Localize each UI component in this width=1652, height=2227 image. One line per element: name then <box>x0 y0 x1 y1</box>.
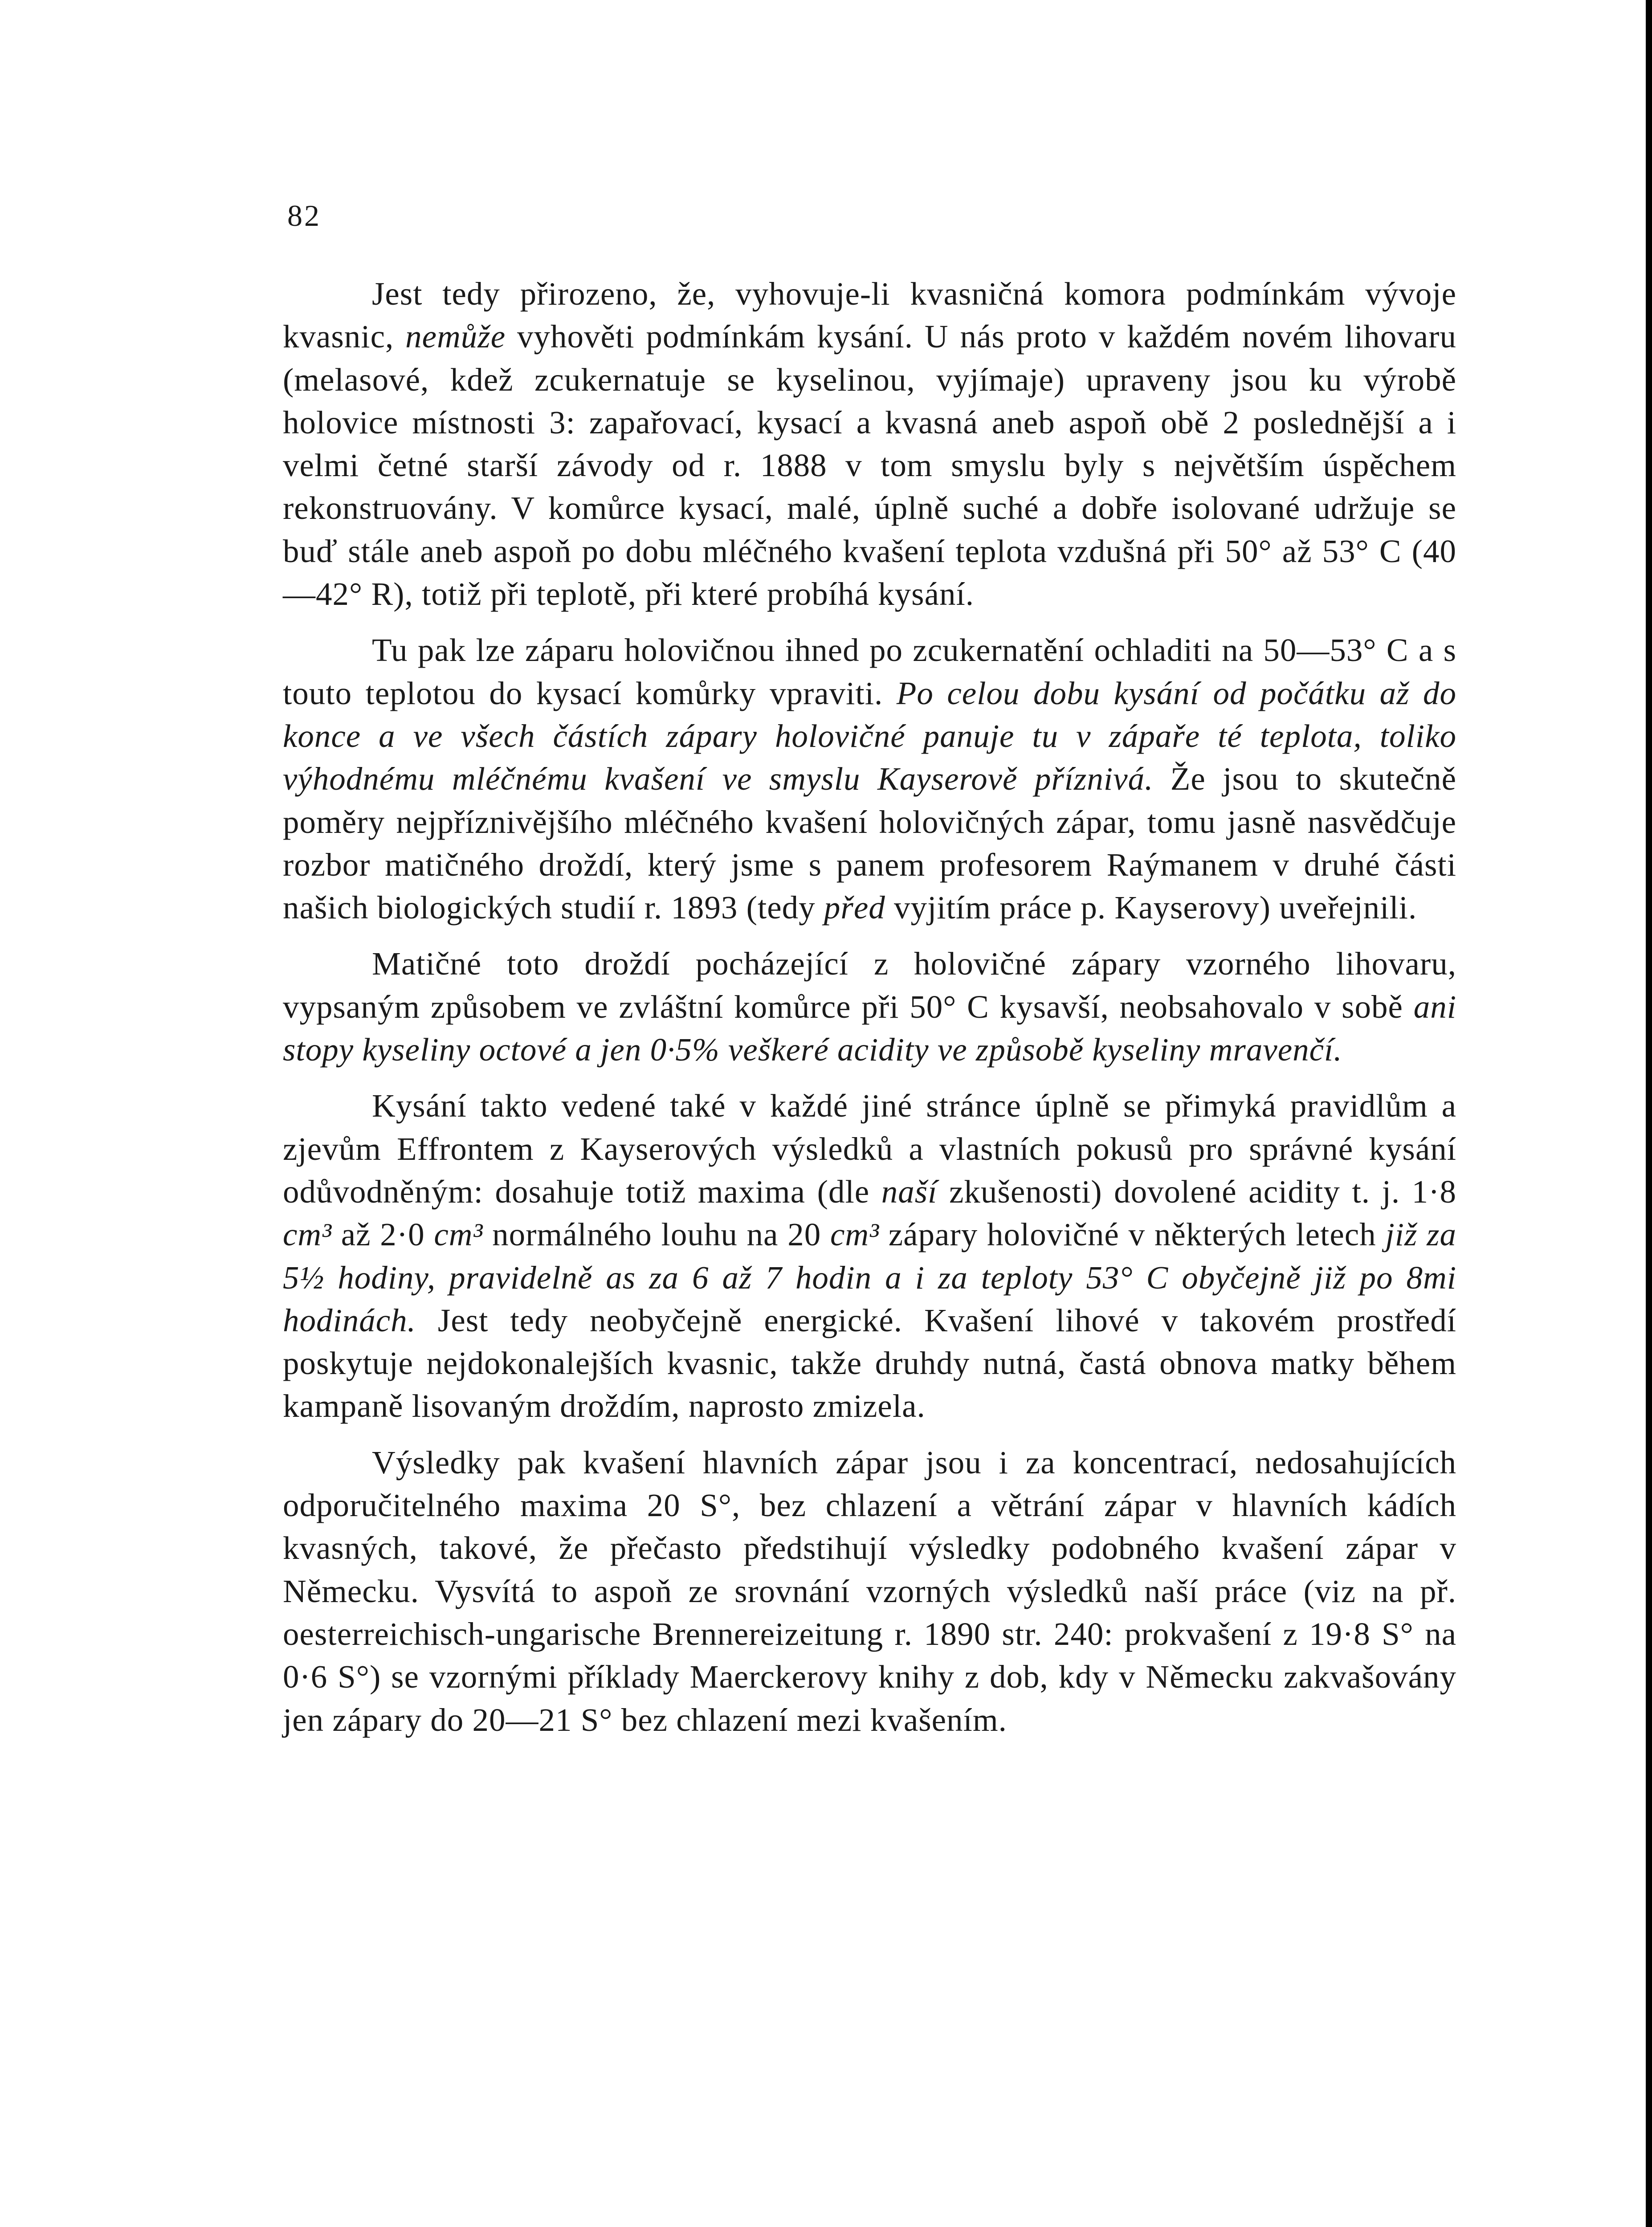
italic-run: Po celou dobu kysání od počátku až do konce a ve všech částích zápary holovičné panuje tu v zápaře té teplota, toliko výhodnému mléčnému kvašení ve smyslu Kayserově příznivá. <box>283 675 1456 797</box>
scan-edge <box>1646 0 1652 2227</box>
paragraph <box>283 1441 1456 1742</box>
text-run: Kysání takto vedené také v každé jiné stránce úplně se přimyká pravidlům a zjevům Effrontem z Kayserových výsledků a vlastních pokusů pro správné kysání odůvodněným: dosahuje totiž maxima (dle <box>283 1088 1456 1210</box>
text-run: Výsledky pak kvašení hlavních zápar jsou i za koncentrací, nedosahujících odporučitelného maxima 20 S°, bez chlazení a větrání zápar v hlavních kádích kvasných, takové, že přečasto předstihují výsledky podobného kvašení zápar v Německu. Vysvítá to aspoň ze srovnání vzorných výsledků naší práce (viz na př. oesterreichisch-ungarische Brennereizeitung r. 1890 str. 240: prokvašení z 19·8 S° na 0·6 S°) se vzornými příklady Maerckerovy knihy z dob, kdy v Německu zakvašovány jen zápary do 20—21 S° bez chlazení mezi kvašením. <box>283 1444 1456 1738</box>
paragraph <box>283 629 1456 929</box>
text-run: Tu pak lze záparu holovičnou ihned po zcukernatění ochladiti na 50—53° C a s touto teplotou do kysací komůrky vpraviti. <box>283 632 1456 711</box>
page-number: 82 <box>287 199 321 232</box>
text-run: až 2·0 <box>332 1216 434 1253</box>
italic-run: před <box>824 889 885 926</box>
italic-run: cm³ <box>434 1216 483 1253</box>
text-run: vyhověti podmínkám kysání. U nás proto v každém novém lihovaru (melasové, kdež zcukernatuje se kyselinou, vyjímaje) upraveny jsou ku výrobě holovice místnosti 3: zapařovací, kysací a kvasná aneb aspoň obě 2 poslednější a i velmi četné starší závody od r. 1888 v tom smyslu byly s největším úspěchem rekonstruovány. V komůrce kysací, malé, úplně suché a dobře isolované udržuje se buď stále aneb aspoň po dobu mléčného kvašení teplota vzdušná při 50° až 53° C (40—42° R), totiž při teplotě, při které probíhá kysání. <box>283 318 1456 612</box>
paragraph <box>283 273 1456 616</box>
text-run: zkušenosti) dovolené acidity t. j. 1·8 <box>937 1173 1456 1210</box>
text-run: Že jsou to skutečně poměry nejpříznivějšího mléčného kvašení holovičných zápar, tomu jasně nasvědčuje rozbor matičného droždí, který jsme s panem profesorem Raýmanem v druhé části našich biologických studií r. 1893 (tedy <box>283 761 1456 926</box>
italic-run: cm³ <box>283 1216 332 1253</box>
italic-run: ani stopy kyseliny octové a jen 0·5% veškeré acidity ve způsobě kyseliny mravenčí. <box>283 988 1456 1068</box>
text-run: Jest tedy neobyčejně energické. Kvašení lihové v takovém prostředí poskytuje nejdokonalejších kvasnic, takže druhdy nutná, častá obnova matky během kampaně lisovaným droždím, naprosto zmizela. <box>283 1302 1456 1424</box>
text-run: normálného louhu na 20 <box>483 1216 830 1253</box>
italic-run: již za 5½ hodiny, pravidelně as za 6 až 7 hodin a i za teploty 53° C obyčejně již po 8mi hodinách. <box>283 1216 1456 1338</box>
text-run: Matičné toto droždí pocházející z holovičné zápary vzorného lihovaru, vypsaným způsobem ve zvláštní komůrce při 50° C kysavší, neobsahovalo v sobě <box>283 946 1456 1025</box>
body-text <box>283 273 1456 1755</box>
italic-run: naší <box>881 1173 938 1210</box>
paragraph <box>283 1085 1456 1428</box>
italic-run: nemůže <box>405 318 506 355</box>
italic-run: cm³ <box>830 1216 879 1253</box>
text-run: vyjitím práce p. Kayserovy) uveřejnili. <box>885 889 1417 926</box>
paragraph <box>283 942 1456 1071</box>
text-run: Jest tedy přirozeno, že, vyhovuje-li kvasničná komora podmínkám vývoje kvasnic, <box>283 276 1456 355</box>
text-run: zápary holovičné v některých letech <box>879 1216 1386 1253</box>
